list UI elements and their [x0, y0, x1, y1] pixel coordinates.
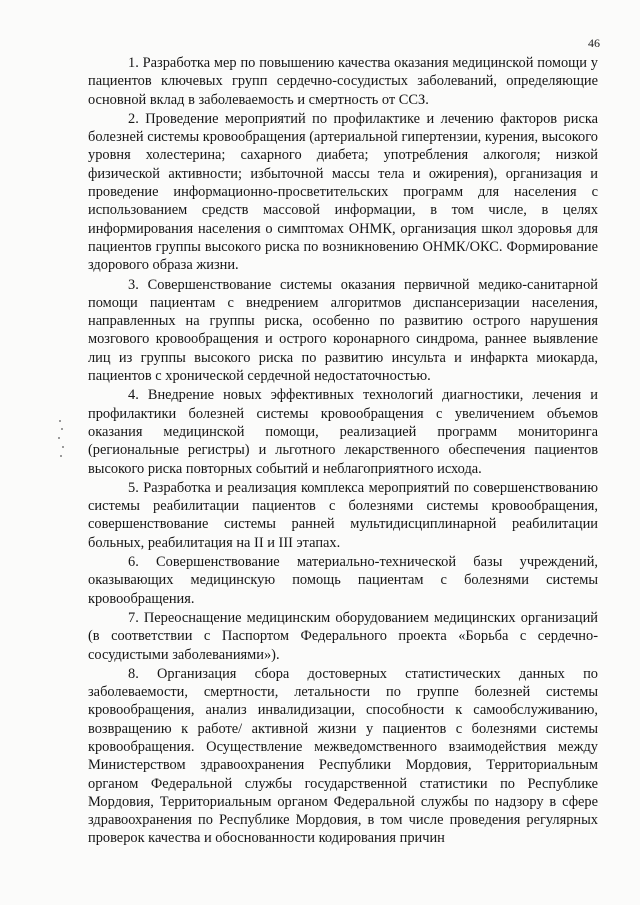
paragraph-text: Организация сбора достоверных статистических данных по заболеваемости, смертности, летальности по группе болезней системы кровообращения, анализ инвалидизации, способности к самообслуживанию, возвращению к работе/ активной жизни у пациентов с болезнями системы кровообращения. Осуществление межведомственного взаимодействия между Министерством здравоохранения Республики Мордовия, Территориальным органом Федеральной службы государственной статистики по Республике Мордовия, Территориальным органом Федеральной службы по надзору в сфере здравоохранения по Республике Мордовия, в том числе проведения регулярных проверок качества и обоснованности кодирования причин	[88, 665, 598, 847]
document-body	[88, 54, 598, 848]
paragraph-number: 5.	[128, 479, 139, 496]
paragraph-text: Разработка мер по повышению качества оказания медицинской помощи у пациентов ключевых групп сердечно-сосудистых заболеваний, определяющие основной вклад в заболеваемость и смертность от ССЗ.	[88, 55, 598, 108]
paragraph-1	[88, 54, 598, 109]
paragraph-text: Проведение мероприятий по профилактике и лечению факторов риска болезней системы кровообращения (артериальной гипертензии, курения, высокого уровня холестерина; сахарного диабета; употребления алкоголя; низкой физической активности; избыточной массы тела и ожирения), организация и проведение информационно-просветительских программ для населения с использованием средств массовой информации, в том числе, в целях информирования населения о симптомах ОНМК, организация школ здоровья для пациентов группы высокого риска по возникновению ОНМК/ОКС. Формирование здорового образа жизни.	[88, 110, 598, 274]
scan-margin-marks	[58, 420, 66, 460]
paragraph-7	[88, 609, 598, 664]
paragraph-3	[88, 276, 598, 386]
paragraph-number: 6.	[128, 554, 139, 571]
paragraph-2	[88, 110, 598, 275]
paragraph-text: Переоснащение медицинским оборудованием медицинских организаций (в соответствии с Паспортом Федерального проекта «Борьба с сердечно-сосудистыми заболеваниями»).	[88, 609, 598, 663]
paragraph-number: 8.	[128, 665, 139, 682]
paragraph-8	[88, 665, 598, 848]
paragraph-6	[88, 553, 598, 608]
paragraph-number: 2.	[128, 110, 139, 127]
paragraph-number: 1.	[128, 55, 139, 71]
paragraph-5	[88, 479, 598, 552]
paragraph-text: Разработка и реализация комплекса мероприятий по совершенствованию системы реабилитации пациентов с болезнями системы кровообращения, совершенствование системы ранней мультидисциплинарной реабилитации больных, реабилитация на II и III этапах.	[88, 479, 598, 551]
paragraph-text: Совершенствование системы оказания первичной медико-санитарной помощи пациентам с внедрением алгоритмов диспансеризации населения, направленных на группы риска, особенно по развитию острого нарушения мозгового кровообращения и острого коронарного синдрома, раннее выявление лиц из группы высокого риска по развитию инсульта и инфаркта миокарда, пациентов с хронической сердечной недостаточностью.	[88, 276, 598, 385]
paragraph-4	[88, 386, 598, 477]
paragraph-text: Совершенствование материально-технической базы учреждений, оказывающих медицинскую помощь пациентам с болезнями системы кровообращения.	[88, 554, 598, 607]
paragraph-number: 4.	[128, 387, 139, 404]
page-number: 46	[588, 36, 600, 50]
paragraph-number: 3.	[128, 276, 139, 293]
paragraph-number: 7.	[128, 609, 139, 626]
paragraph-text: Внедрение новых эффективных технологий диагностики, лечения и профилактики болезней системы кровообращения с увеличением объемов оказания медицинской помощи, реализацией программ мониторинга (региональные регистры) и льготного лекарственного обеспечения пациентов высокого риска повторных событий и неблагоприятного исхода.	[88, 387, 598, 477]
